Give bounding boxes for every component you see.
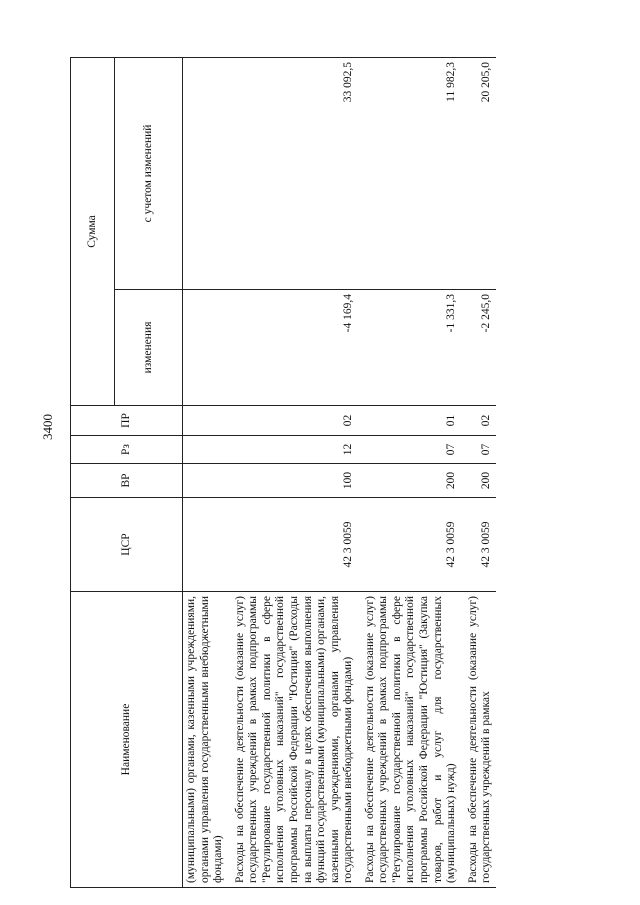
col-header-pr: ПР (71, 406, 183, 436)
row-change (183, 290, 228, 406)
row-csr: 42 3 0059 (228, 498, 358, 592)
table-header (71, 57, 183, 887)
row-pr: 01 (358, 406, 461, 436)
row-csr: 42 3 0059 (461, 498, 496, 592)
row-total: 33 092,5 (228, 57, 358, 289)
row-vr: 100 (228, 464, 358, 498)
row-vr: 200 (461, 464, 496, 498)
col-header-rz: Рз (71, 436, 183, 464)
row-rz: 07 (358, 436, 461, 464)
row-total: 20 205,0 (461, 57, 496, 289)
row-change: -2 245,0 (461, 290, 496, 406)
col-header-changes: изменения (115, 290, 183, 406)
col-header-sum: Сумма (71, 57, 115, 405)
row-change: -1 331,3 (358, 290, 461, 406)
row-vr (183, 464, 228, 498)
budget-table (70, 57, 496, 888)
col-header-with-changes: с учетом изменений (115, 57, 183, 289)
row-vr: 200 (358, 464, 461, 498)
page-number: 3400 (40, 414, 55, 440)
col-header-csr: ЦСР (71, 498, 183, 592)
row-name: Расходы на обеспечение деятельности (оказание услуг) государственных учреждений в рамках подпрограммы "Регулирование государственной политики в сфере исполнения уголовных наказаний" государственной программы Российской Федерации "Юстиция" (Расходы на выплаты персоналу в целях обеспечения выполнения функций государственными (муниципальными) органами, казенными учреждениями, органами управления государственными внебюджетными фондами) (228, 592, 358, 888)
row-rz: 07 (461, 436, 496, 464)
rotated-page-content (70, 58, 615, 888)
row-change: -4 169,4 (228, 290, 358, 406)
row-name: (муниципальными) органами, казенными учреждениями, органами управления государственными внебюджетными фондами) (183, 592, 228, 888)
row-total (183, 57, 228, 289)
row-name: Расходы на обеспечение деятельности (оказание услуг) государственных учреждений в рамках подпрограммы "Регулирование государственной политики в сфере исполнения уголовных наказаний" государственной программы Российской Федерации "Юстиция" (Закупка товаров, работ и услуг для государственных (муниципальных) нужд) (358, 592, 461, 888)
row-csr (183, 498, 228, 592)
table-row (358, 57, 461, 887)
row-pr: 02 (461, 406, 496, 436)
row-rz: 12 (228, 436, 358, 464)
col-header-name: Наименование (71, 592, 183, 888)
col-header-vr: ВР (71, 464, 183, 498)
table-body (183, 57, 496, 887)
table-row (461, 57, 496, 887)
table-row (183, 57, 228, 887)
row-name: Расходы на обеспечение деятельности (оказание услуг) государственных учреждений в рамках (461, 592, 496, 888)
table-row (228, 57, 358, 887)
row-csr: 42 3 0059 (358, 498, 461, 592)
row-pr: 02 (228, 406, 358, 436)
row-rz (183, 436, 228, 464)
row-total: 11 982,3 (358, 57, 461, 289)
row-pr (183, 406, 228, 436)
